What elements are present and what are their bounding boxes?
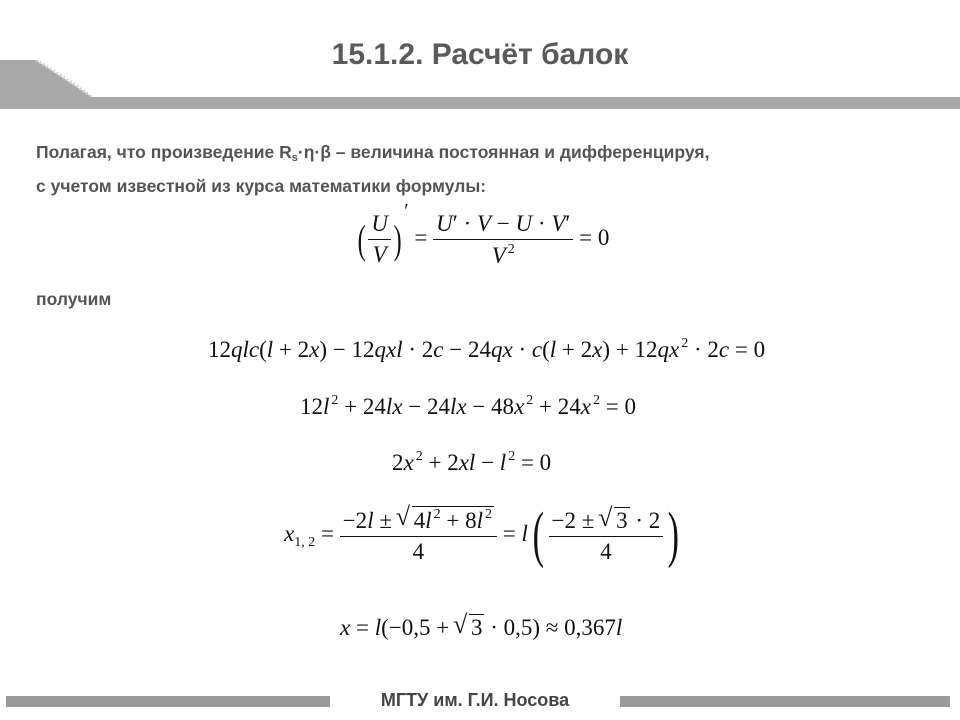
footer-bar-right bbox=[620, 696, 950, 707]
page-title: 15.1.2. Расчёт балок bbox=[331, 38, 629, 71]
formula-equation-1: 12qlc(l + 2x) − 12qxl · 2c − 24qx · c(l + 2x) + 12qx $^2$ · 2c = 0 bbox=[208, 336, 766, 362]
formula-equation-2: 12l $^2$ + 24lx − 24lx − 48x $^2$ + 24x $^2$ = 0 bbox=[300, 393, 636, 419]
formula-equation-3: 2x $^2$ + 2xl − l $^2$ = 0 bbox=[392, 449, 552, 475]
footer-bar-left bbox=[6, 696, 330, 707]
formula-equation-4: $x_{1, 2}$ = $\frac{-2l \pm √ 4l ^2 + 8l ^2}{4}$ = l( $\frac{-2 \pm √ 3 \cdot 2}{4}$ ) bbox=[284, 500, 684, 571]
formula-quotient-rule: ( $\frac{U}{V}$ )′ = $\frac{U' \cdot V - U \cdot V'}{V ^2}$ = 0 bbox=[357, 200, 610, 268]
text-part: Полагая, что произведение R bbox=[36, 142, 292, 162]
paragraph-line-2: с учетом известной из курса математики формулы: bbox=[36, 176, 487, 196]
header-bar bbox=[0, 97, 960, 109]
subscript: s bbox=[291, 152, 298, 164]
footer-text: МГТУ им. Г.И. Носова bbox=[380, 690, 570, 710]
text-part: ·η·β – величина постоянная и дифференцируя, bbox=[297, 142, 710, 162]
formula-equation-5: x = l(−0,5 + √ 3 · 0,5) ≈ 0,367l bbox=[340, 614, 622, 641]
paragraph-line-1 bbox=[36, 142, 709, 164]
paragraph-line-3: получим bbox=[36, 289, 112, 309]
